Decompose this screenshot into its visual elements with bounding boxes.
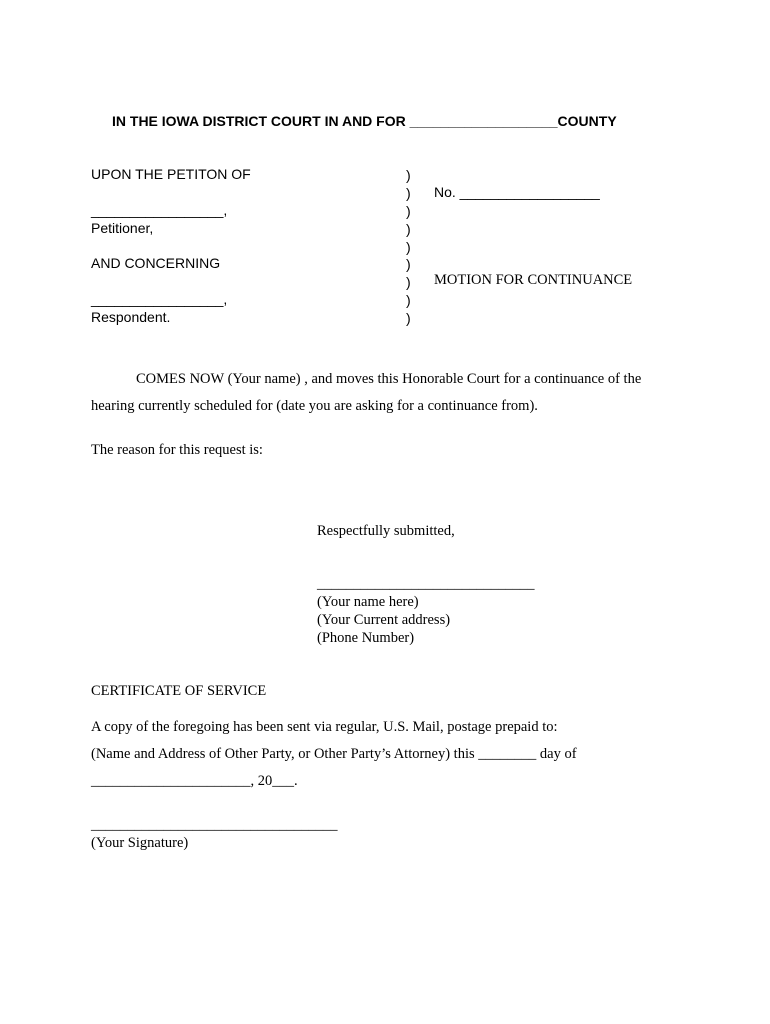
motion-paragraph-line-2: hearing currently scheduled for (date you are asking for a continuance from).: [91, 398, 538, 414]
closing-text: Respectfully submitted,: [317, 523, 455, 539]
caption-paren: ): [406, 167, 411, 183]
document-title: MOTION FOR CONTINUANCE: [434, 272, 633, 288]
certificate-signature-line: __________________________________: [91, 817, 338, 833]
caption-paren: ): [406, 220, 411, 237]
caption-paren: ): [406, 292, 411, 309]
certificate-line-1: A copy of the foregoing has been sent via regular, U.S. Mail, postage prepaid to:: [91, 719, 558, 735]
caption-paren: ): [406, 274, 411, 291]
case-number: No. __________________: [434, 184, 600, 200]
petitioner-label: Petitioner,: [91, 220, 154, 236]
petitioner-name-line: _________________,: [91, 202, 228, 218]
caption-divider: [406, 167, 411, 328]
signature-line: ______________________________: [317, 576, 535, 592]
certificate-line-2: (Name and Address of Other Party, or Other Party’s Attorney) this ________ day of: [91, 746, 577, 762]
court-title: IN THE IOWA DISTRICT COURT IN AND FOR ___________________COUNTY: [112, 113, 617, 129]
signer-phone: (Phone Number): [317, 630, 415, 646]
signer-name: (Your name here): [317, 594, 419, 610]
caption-paren: ): [406, 310, 411, 327]
certificate-signature-label: (Your Signature): [91, 835, 189, 851]
certificate-heading: CERTIFICATE OF SERVICE: [91, 683, 267, 699]
caption-paren: ): [406, 184, 411, 201]
caption-paren: ): [406, 256, 411, 273]
and-concerning-label: AND CONCERNING: [91, 255, 221, 271]
caption-paren: ): [406, 202, 411, 219]
upon-petition-label: UPON THE PETITON OF: [91, 166, 251, 182]
caption-paren: ): [406, 238, 411, 255]
respondent-label: Respondent.: [91, 309, 171, 325]
certificate-line-3: ______________________, 20___.: [91, 773, 298, 789]
signer-address: (Your Current address): [317, 612, 451, 628]
respondent-name-line: _________________,: [91, 291, 228, 307]
reason-label: The reason for this request is:: [91, 442, 263, 458]
motion-paragraph-line-1: COMES NOW (Your name) , and moves this Honorable Court for a continuance of the: [136, 371, 642, 387]
